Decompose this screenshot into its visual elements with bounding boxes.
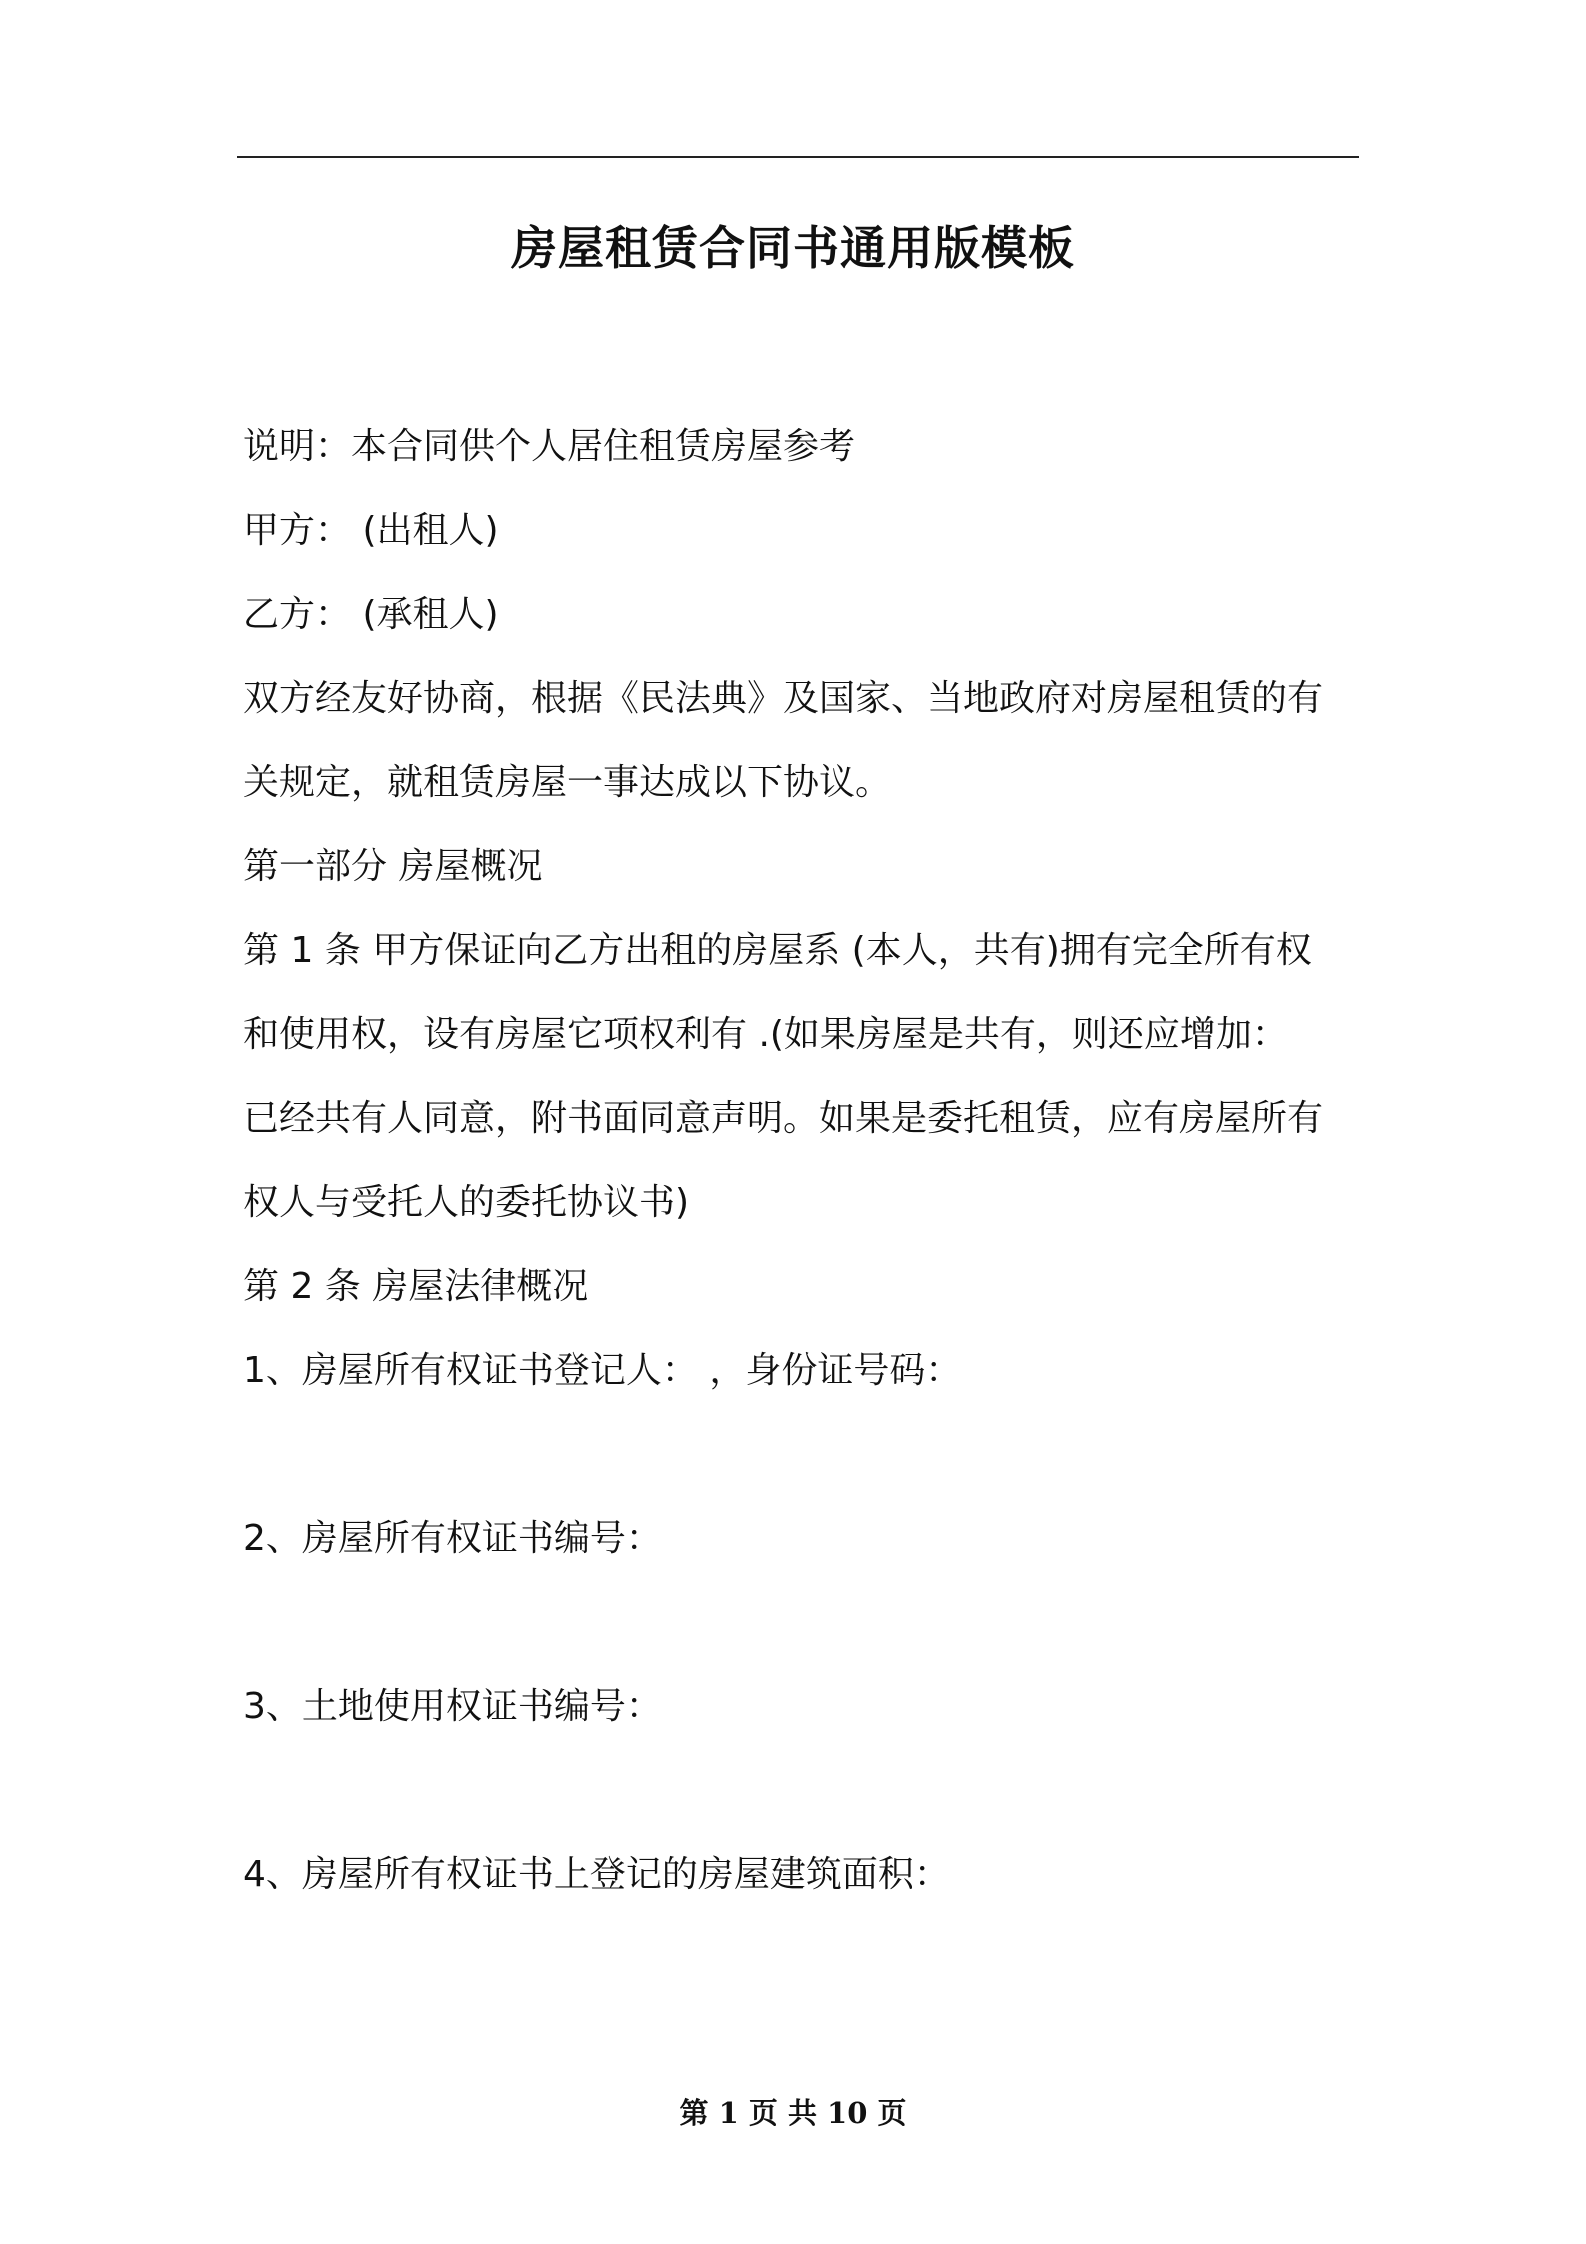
section-heading-part-1: 第一部分 房屋概况 <box>243 846 543 887</box>
article-1-line-2: 和使用权，设有房屋它项权利有 .(如果房屋是共有，则还应增加： <box>243 1014 1288 1055</box>
item-4-building-area: 4、房屋所有权证书上登记的房屋建筑面积： <box>243 1854 950 1895</box>
paragraph-party-b: 乙方： (承租人) <box>243 594 499 635</box>
article-1-line-1: 第 1 条 甲方保证向乙方出租的房屋系 (本人，共有)拥有完全所有权 <box>243 930 1312 971</box>
header-rule <box>237 156 1359 158</box>
item-3-land-certificate-number: 3、土地使用权证书编号： <box>243 1686 662 1727</box>
paragraph-party-a: 甲方： (出租人) <box>243 510 499 551</box>
document-title: 房屋租赁合同书通用版模板 <box>511 221 1075 275</box>
article-1-line-3: 已经共有人同意，附书面同意声明。如果是委托租赁，应有房屋所有 <box>243 1098 1324 1139</box>
item-1-registrant: 1、房屋所有权证书登记人： ，身份证号码： <box>243 1350 962 1391</box>
paragraph-note: 说明：本合同供个人居住租赁房屋参考 <box>243 426 856 467</box>
item-2-certificate-number: 2、房屋所有权证书编号： <box>243 1518 662 1559</box>
paragraph-preamble-line-2: 关规定，就租赁房屋一事达成以下协议。 <box>243 762 892 803</box>
paragraph-preamble-line-1: 双方经友好协商，根据《民法典》及国家、当地政府对房屋租赁的有 <box>243 678 1324 719</box>
page-number-footer: 第 1 页 共 10 页 <box>679 2096 907 2130</box>
document-body <box>243 405 1363 1917</box>
article-1-line-4: 权人与受托人的委托协议书) <box>243 1182 690 1223</box>
article-2-heading: 第 2 条 房屋法律概况 <box>243 1266 589 1307</box>
